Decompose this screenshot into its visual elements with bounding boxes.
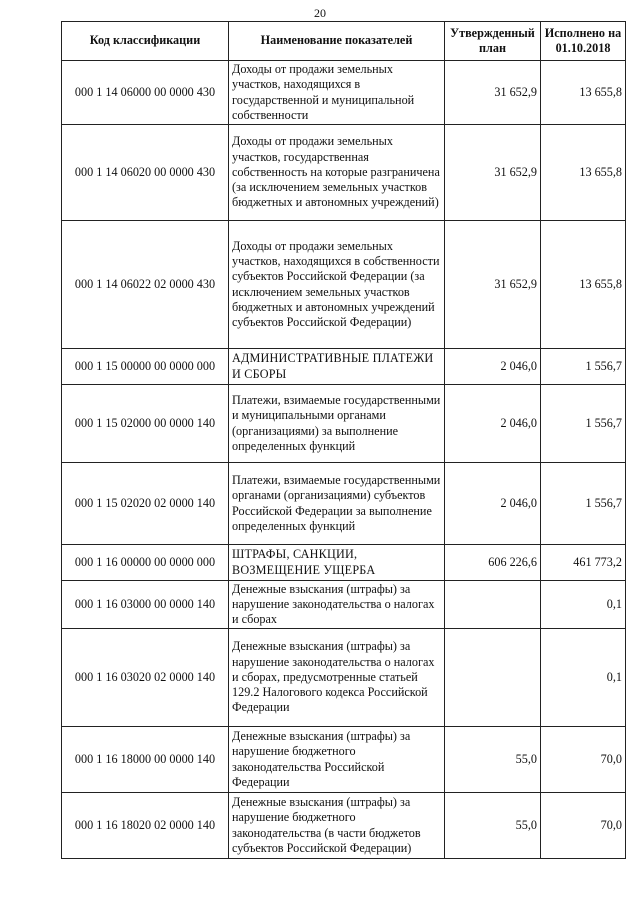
row-name: Денежные взыскания (штрафы) за нарушение бюджетного законодательства Российской Федерации [229,727,445,793]
row-done: 13 655,8 [541,61,626,125]
table-row [62,463,626,545]
table-row [62,221,626,349]
row-done: 70,0 [541,793,626,859]
table-row [62,349,626,385]
row-name: Денежные взыскания (штрафы) за нарушение законодательства о налогах и сборах, предусмотренные статьей 129.2 Налогового кодекса Российской Федерации [229,629,445,727]
row-code: 000 1 16 00000 00 0000 000 [62,545,229,581]
row-done: 13 655,8 [541,125,626,221]
row-code: 000 1 16 18020 02 0000 140 [62,793,229,859]
row-done: 13 655,8 [541,221,626,349]
row-done: 70,0 [541,727,626,793]
budget-table [61,21,626,859]
row-done: 1 556,7 [541,463,626,545]
table-row [62,727,626,793]
row-done: 0,1 [541,629,626,727]
table-row [62,581,626,629]
row-plan [445,629,541,727]
row-plan: 55,0 [445,727,541,793]
row-done: 1 556,7 [541,385,626,463]
row-done: 0,1 [541,581,626,629]
row-plan: 2 046,0 [445,463,541,545]
table-row [62,545,626,581]
page-number: 20 [314,6,326,20]
row-code: 000 1 15 02000 00 0000 140 [62,385,229,463]
row-code: 000 1 14 06022 02 0000 430 [62,221,229,349]
row-plan: 606 226,6 [445,545,541,581]
row-plan: 31 652,9 [445,125,541,221]
row-name: Денежные взыскания (штрафы) за нарушение бюджетного законодательства (в части бюджетов субъектов Российской Федерации) [229,793,445,859]
table-row [62,61,626,125]
table-row [62,629,626,727]
table-row [62,385,626,463]
row-code: 000 1 15 00000 00 0000 000 [62,349,229,385]
header-done: Исполнено на 01.10.2018 [541,22,626,61]
table-header-row [62,22,626,61]
row-code: 000 1 16 03000 00 0000 140 [62,581,229,629]
row-plan [445,581,541,629]
row-plan: 31 652,9 [445,61,541,125]
row-name: Платежи, взимаемые государственными органами (организациями) субъектов Российской Федерации за выполнение определенных функций [229,463,445,545]
row-name: Доходы от продажи земельных участков, находящихся в собственности субъектов Российской Федерации (за исключением земельных участков бюджетных и автономных учреждений субъектов Российской Федерации) [229,221,445,349]
header-code: Код классификации [62,22,229,61]
table-row [62,125,626,221]
header-name: Наименование показателей [229,22,445,61]
table-row [62,793,626,859]
row-code: 000 1 14 06000 00 0000 430 [62,61,229,125]
row-name: АДМИНИСТРАТИВНЫЕ ПЛАТЕЖИ И СБОРЫ [229,349,445,385]
row-plan: 55,0 [445,793,541,859]
row-name: Платежи, взимаемые государственными и муниципальными органами (организациями) за выполнение определенных функций [229,385,445,463]
row-code: 000 1 15 02020 02 0000 140 [62,463,229,545]
row-done: 1 556,7 [541,349,626,385]
row-code: 000 1 14 06020 00 0000 430 [62,125,229,221]
row-code: 000 1 16 03020 02 0000 140 [62,629,229,727]
row-code: 000 1 16 18000 00 0000 140 [62,727,229,793]
row-plan: 2 046,0 [445,349,541,385]
row-name: Доходы от продажи земельных участков, находящихся в государственной и муниципальной собственности [229,61,445,125]
row-plan: 2 046,0 [445,385,541,463]
row-plan: 31 652,9 [445,221,541,349]
row-name: Доходы от продажи земельных участков, государственная собственность на которые разграничена (за исключением земельных участков бюджетных и автономных учреждений) [229,125,445,221]
row-name: Денежные взыскания (штрафы) за нарушение законодательства о налогах и сборах [229,581,445,629]
header-plan: Утвержденный план [445,22,541,61]
row-name: ШТРАФЫ, САНКЦИИ, ВОЗМЕЩЕНИЕ УЩЕРБА [229,545,445,581]
row-done: 461 773,2 [541,545,626,581]
